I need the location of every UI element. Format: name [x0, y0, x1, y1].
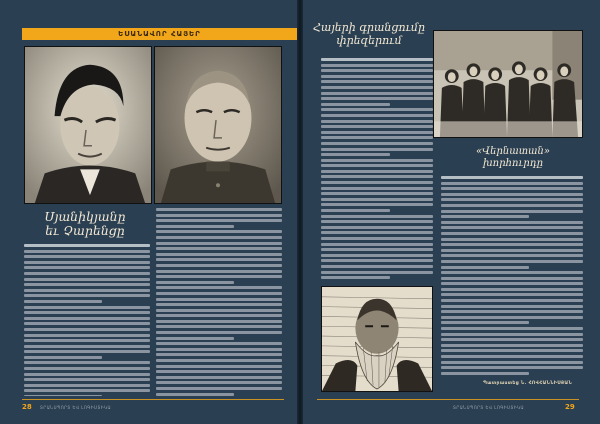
right-page — [303, 0, 600, 424]
section-banner: ԵՍԱՆԱՎՈՐ ՀԱՅԵՐ — [22, 28, 297, 40]
right-subheadline-line1: «Վերնատան» — [476, 146, 550, 157]
left-headline-line2: եւ Չարենցը — [45, 223, 125, 239]
left-footer-text: ՏՐԱՆՍՊՈՐՏ ԵՎ ԼՈԳԻՍՏԻԿԱ — [40, 405, 112, 410]
portrait-photo-right — [154, 46, 282, 204]
engraving-portrait — [321, 286, 433, 392]
group-photo — [433, 30, 583, 138]
right-column-2-text — [441, 176, 583, 376]
left-headline — [20, 210, 150, 239]
left-headline-line1: Սյանիկյանը — [44, 209, 126, 224]
left-page-number: 28 — [22, 403, 32, 411]
left-column-2-text — [156, 208, 282, 396]
right-footer-rule — [317, 399, 579, 400]
right-column-1-text — [321, 58, 433, 280]
portrait-photo-left — [24, 46, 152, 204]
right-headline-line2: փրեզերում — [336, 33, 402, 47]
right-subheadline-line2: խորհուրդը — [482, 157, 544, 169]
right-page-number: 29 — [565, 403, 575, 411]
left-page — [0, 0, 297, 424]
right-headline-line1: Հայերի գրանցումը — [313, 21, 425, 34]
left-column-1-text — [24, 244, 150, 396]
author-signature: Պատրաստեց Ն. ՀՈՎՀԱՆՆԻՍՅԱՆ — [483, 381, 573, 386]
right-footer-text: ՏՐԱՆՍՊՈՐՏ ԵՎ ԼՈԳԻՍՏԻԿԱ — [453, 405, 525, 410]
left-footer-rule — [22, 399, 284, 400]
right-subheadline — [453, 146, 573, 169]
right-headline — [309, 22, 429, 47]
